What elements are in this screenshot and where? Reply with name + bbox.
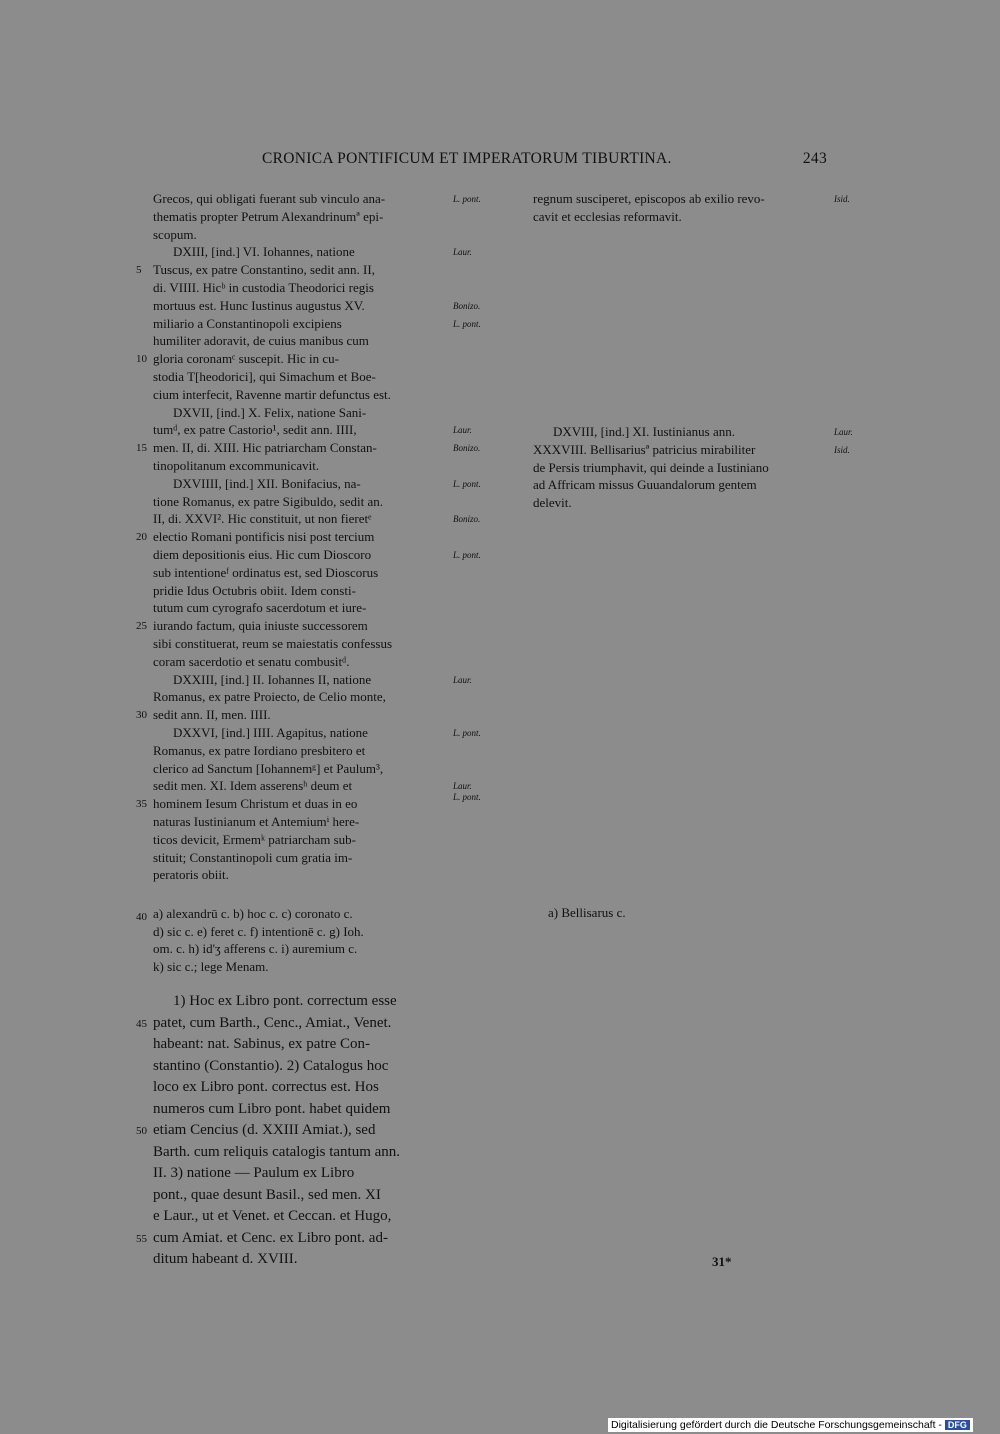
- text-line: tinopolitanum excommunicavit.: [153, 458, 320, 473]
- margin-source-note: L. pont.: [453, 792, 481, 803]
- dfg-footer: [608, 1418, 973, 1432]
- note-line: etiam Cencius (d. XXIII Amiat.), sed: [153, 1122, 376, 1138]
- text-line: regnum susciperet, episcopos ab exilio revo-: [533, 191, 765, 206]
- text-line: peratoris obiit.: [153, 867, 229, 883]
- note-line: e Laur., ut et Venet. et Ceccan. et Hugo,: [153, 1208, 392, 1224]
- text-line: men. II, di. XIII. Hic patriarcham Constan-: [153, 440, 377, 456]
- text-line: DXVII, [ind.] X. Felix, natione Sani-: [173, 404, 367, 420]
- running-header: [262, 150, 827, 168]
- text-line: de Persis triumphavit, qui deinde a Iustiniano: [533, 459, 769, 475]
- text-line: hominem Iesum Christum et duas in eo: [153, 796, 358, 812]
- line-number: 35: [136, 798, 147, 811]
- margin-source-note: Bonizo.: [453, 514, 481, 525]
- text-line: sub intentioneᶠ ordinatus est, sed Dioscorus: [153, 564, 379, 580]
- text-line: humiliter adoravit, de cuius manibus cum: [153, 333, 369, 349]
- line-number: 55: [136, 1232, 147, 1245]
- note-line: cum Amiat. et Cenc. ex Libro pont. ad-: [153, 1229, 388, 1246]
- note-line: ditum habeant d. XVIII.: [153, 1251, 298, 1267]
- text-line: clerico ad Sanctum [Iohannemᵍ] et Paulum³,: [153, 760, 384, 776]
- text-line: ad Affricam missus Guuandalorum gentem: [533, 477, 757, 493]
- margin-source-note: Laur.: [453, 247, 472, 258]
- text-line: XXXVIII. Bellisariusª patricius mirabiliter: [533, 441, 756, 457]
- text-line: sedit ann. II, men. IIII.: [153, 707, 271, 723]
- page-number: 243: [802, 150, 827, 167]
- line-number: 15: [136, 442, 147, 455]
- margin-source-note: L. pont.: [453, 728, 481, 738]
- note-line: Barth. cum reliquis catalogis tantum ann.: [153, 1143, 401, 1160]
- text-line: thematis propter Petrum Alexandrinumª epi-: [153, 208, 384, 224]
- text-line: II, di. XXVI². Hic constituit, ut non fieretᵉ: [153, 511, 372, 527]
- note-line: habeant: nat. Sabinus, ex patre Con-: [153, 1036, 371, 1052]
- text-line: Grecos, qui obligati fuerant sub vinculo ana-: [153, 191, 386, 206]
- text-line: iurando factum, quia iniuste successorem: [153, 618, 368, 634]
- signature-mark: 31*: [712, 1254, 732, 1269]
- line-number: 45: [136, 1017, 147, 1030]
- text-line: stituit; Constantinopoli cum gratia im-: [153, 849, 353, 865]
- line-number: 10: [136, 353, 147, 366]
- text-line: Tuscus, ex patre Constantino, sedit ann. II,: [153, 262, 375, 278]
- dfg-logo: DFG: [945, 1420, 970, 1430]
- footnotes-left: [153, 905, 448, 975]
- margin-source-note: Laur.: [453, 425, 472, 436]
- note-line: II. 3) natione — Paulum ex Libro: [153, 1165, 355, 1181]
- margin-source-note: Bonizo.: [453, 443, 481, 454]
- margin-source-note: Bonizo.: [453, 300, 481, 311]
- footnote-line: k) sic c.; lege Menam.: [153, 958, 269, 974]
- text-line: tumᵈ, ex patre Castorio¹, sedit ann. IIII,: [153, 422, 357, 438]
- note-line: pont., quae desunt Basil., sed men. XI: [153, 1186, 381, 1203]
- text-line: coram sacerdotio et senatu combusitᵈ.: [153, 653, 350, 669]
- text-line: diem depositionis eius. Hic cum Dioscoro: [153, 547, 372, 562]
- note-line: numeros cum Libro pont. habet quidem: [153, 1100, 391, 1117]
- text-line: DXVIIII, [ind.] XII. Bonifacius, na-: [173, 475, 361, 491]
- text-line: miliario a Constantinopoli excipiens: [153, 315, 342, 331]
- margin-source-note: Laur.: [453, 674, 472, 685]
- line-number: 20: [136, 531, 147, 544]
- margin-source-note: Isid.: [834, 444, 850, 455]
- text-line: DXXIII, [ind.] II. Iohannes II, natione: [173, 671, 372, 687]
- text-line: ticos devicit, Ermemᵏ patriarcham sub-: [153, 831, 357, 847]
- text-line: DXXVI, [ind.] IIII. Agapitus, natione: [173, 725, 368, 740]
- footnote-line: a) alexandrū c. b) hoc c. c) coronato c.: [153, 906, 353, 921]
- text-line: Romanus, ex patre Iordiano presbitero et: [153, 742, 366, 758]
- line-number: 50: [136, 1125, 147, 1137]
- text-line: mortuus est. Hunc Iustinus augustus XV.: [153, 297, 365, 313]
- note-line: stantino (Constantio). 2) Catalogus hoc: [153, 1057, 389, 1074]
- line-number: 40: [136, 911, 147, 923]
- margin-source-note: L. pont.: [453, 550, 481, 560]
- footnote-right: a) Bellisarus c.: [548, 905, 626, 920]
- text-line: cavit et ecclesias reformavit.: [533, 208, 682, 224]
- line-number: 25: [136, 620, 147, 633]
- text-line: gloria coronamᶜ suscepit. Hic in cu-: [153, 351, 339, 367]
- note-line: patet, cum Barth., Cenc., Amiat., Venet.: [153, 1014, 392, 1031]
- text-line: DXVIII, [ind.] XI. Iustinianus ann.: [553, 424, 735, 439]
- text-line: tutum cum cyrografo sacerdotum et iure-: [153, 600, 367, 616]
- note-line: loco ex Libro pont. correctus est. Hos: [153, 1079, 379, 1095]
- margin-source-note: L. pont.: [453, 318, 481, 329]
- margin-source-note: Isid.: [834, 194, 850, 204]
- text-line: DXIII, [ind.] VI. Iohannes, natione: [173, 244, 355, 260]
- margin-source-note: L. pont.: [453, 478, 481, 489]
- note-line: 1) Hoc ex Libro pont. correctum esse: [173, 993, 397, 1009]
- line-number: 30: [136, 709, 147, 722]
- text-line: naturas Iustinianum et Antemiumⁱ here-: [153, 814, 360, 829]
- text-line: scopum.: [153, 226, 197, 242]
- text-line: stodia T[heodorici], qui Simachum et Boe-: [153, 369, 376, 384]
- text-line: tione Romanus, ex patre Sigibuldo, sedit an.: [153, 493, 383, 509]
- footer-text: Digitalisierung gefördert durch die Deutsche Forschungsgemeinschaft -: [611, 1419, 942, 1431]
- margin-source-note: Laur.: [453, 781, 472, 792]
- text-line: cium interfecit, Ravenne martir defunctus est.: [153, 386, 391, 402]
- text-line: delevit.: [533, 495, 572, 511]
- text-line: Romanus, ex patre Proiecto, de Celio monte,: [153, 689, 386, 705]
- margin-source-note: Laur.: [834, 427, 853, 438]
- margin-source-note: L. pont.: [453, 194, 481, 204]
- footnote-line: om. c. h) id'ʒ afferens c. i) auremium c.: [153, 941, 358, 956]
- line-number: 5: [136, 264, 142, 277]
- text-line: pridie Idus Octubris obiit. Idem consti-: [153, 582, 356, 598]
- footnote-line: d) sic c. e) feret c. f) intentionē c. g) Ioh.: [153, 923, 364, 939]
- text-line: sedit men. XI. Idem asserensʰ deum et: [153, 778, 353, 794]
- running-title: CRONICA PONTIFICUM ET IMPERATORUM TIBURTINA.: [262, 150, 672, 167]
- text-line: sibi constituerat, reum se maiestatis confessus: [153, 636, 393, 651]
- text-line: di. VIIII. Hicᵇ in custodia Theodorici regis: [153, 280, 374, 295]
- text-line: electio Romani pontificis nisi post tercium: [153, 529, 375, 545]
